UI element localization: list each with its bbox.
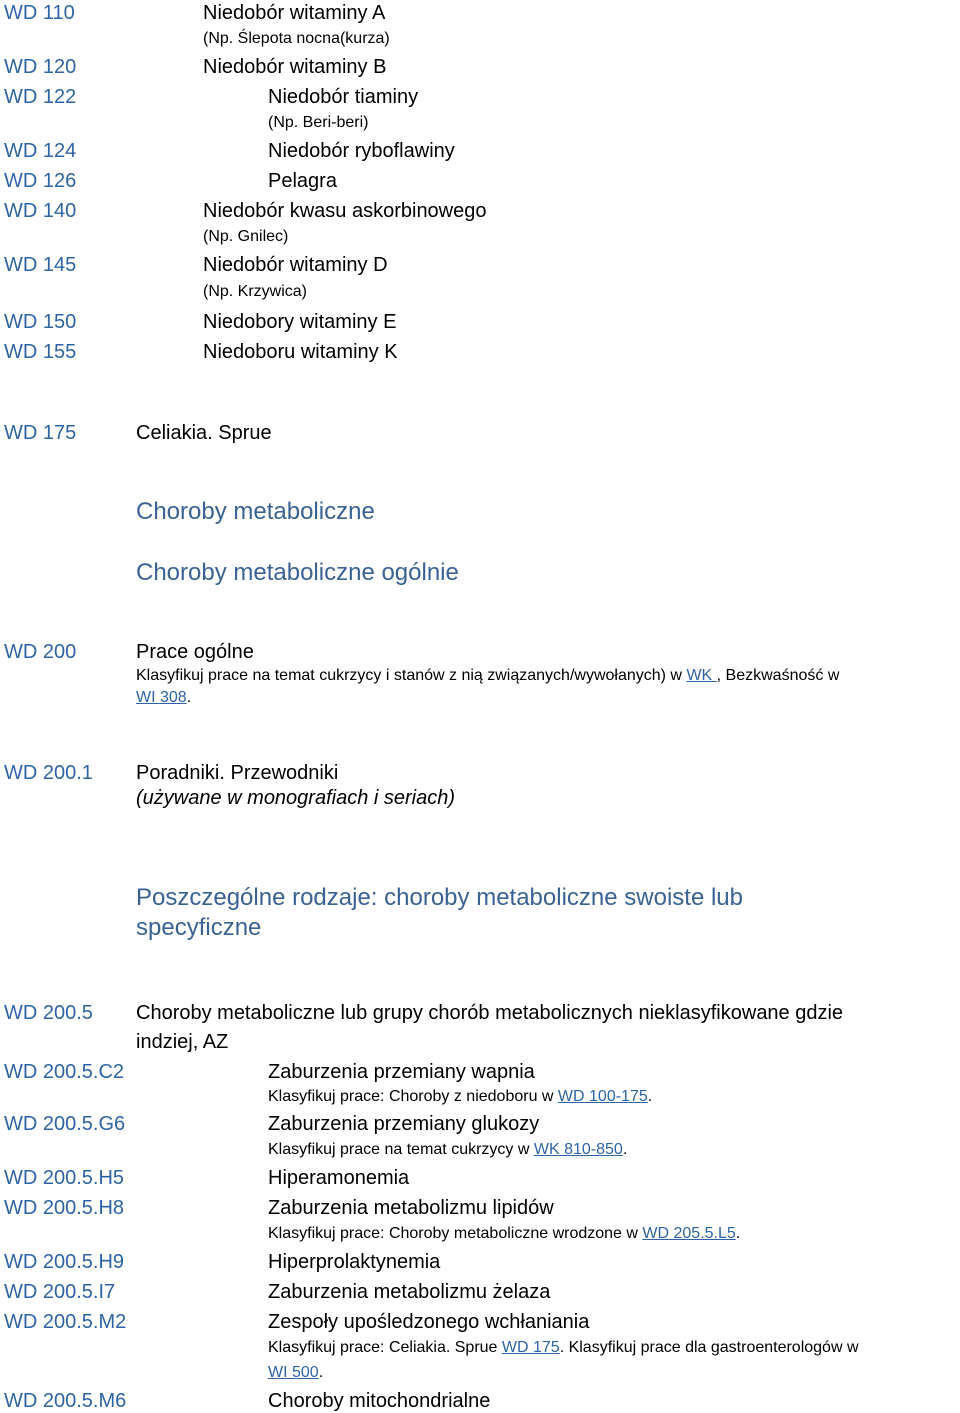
code-m2: WD 200.5.M2 [4,1311,127,1333]
note-h8 [268,1226,740,1242]
code-h5: WD 200.5.H5 [4,1167,125,1189]
title-wd122: Niedobór tiaminy [268,86,419,108]
code-h8: WD 200.5.H8 [4,1197,125,1219]
sub-wd2001: (używane w monografiach i seriach) [136,787,456,809]
note-text: . [318,1364,324,1381]
note-wd140: (Np. Gnilec) [203,228,289,245]
code-g6: WD 200.5.G6 [4,1113,126,1135]
note-wd145: (Np. Krzywica) [203,283,308,300]
link-wk810-850[interactable]: WK 810-850 [533,1141,623,1158]
note-text: Klasyfikuj prace na temat cukrzycy i stanów z nią związanych/wywołanych) w [136,667,687,684]
code-wd155: WD 155 [4,341,77,363]
note-wd200-cont [136,690,191,706]
title-c2: Zaburzenia przemiany wapnia [268,1061,535,1083]
title-wd140: Niedobór kwasu askorbinowego [203,200,487,222]
title-wd155: Niedoboru witaminy K [203,341,398,363]
title-h5: Hiperamonemia [268,1167,410,1189]
code-wd2001: WD 200.1 [4,762,93,784]
note-text: Klasyfikuj prace: Celiakia. Sprue [268,1339,502,1356]
note-text: . [647,1088,653,1105]
note-m2 [268,1340,859,1356]
code-wd126: WD 126 [4,170,77,192]
link-wi500[interactable]: WI 500 [268,1364,319,1381]
code-i7: WD 200.5.I7 [4,1281,116,1303]
title-wd2005-cont: indziej, AZ [136,1031,229,1053]
section-heading-specific-cont: specyficzne [136,914,262,941]
code-wd200: WD 200 [4,641,77,663]
link-wd205-5-l5[interactable]: WD 205.5.L5 [642,1225,736,1242]
title-h9: Hiperprolaktynemia [268,1251,441,1273]
title-wd110: Niedobór witaminy A [203,2,386,24]
note-wd200 [136,668,839,684]
link-wi308[interactable]: WI 308 [136,689,187,706]
title-wd2001: Poradniki. Przewodniki [136,762,339,784]
title-wd126: Pelagra [268,170,337,192]
code-wd120: WD 120 [4,56,77,78]
code-wd2005: WD 200.5 [4,1002,93,1024]
section-heading-metabolic: Choroby metaboliczne [136,498,375,525]
code-wd122: WD 122 [4,86,77,108]
note-text: . [735,1225,741,1242]
note-wd122: (Np. Beri-beri) [268,114,369,131]
link-wk[interactable]: WK [686,667,717,684]
note-wd110: (Np. Ślepota nocna(kurza) [203,30,390,47]
note-text: , Bezkwaśność w [716,667,840,684]
note-m2-cont [268,1365,323,1381]
section-heading-metabolic-general: Choroby metaboliczne ogólnie [136,559,459,586]
code-wd150: WD 150 [4,311,77,333]
note-c2 [268,1089,652,1105]
note-text: . Klasyfikuj prace dla gastroenterologów w [559,1339,859,1356]
code-wd124: WD 124 [4,140,77,162]
title-m2: Zespoły upośledzonego wchłaniania [268,1311,590,1333]
title-wd124: Niedobór ryboflawiny [268,140,455,162]
note-text: . [186,689,192,706]
code-wd110: WD 110 [4,2,75,24]
note-text: . [622,1141,628,1158]
title-wd175: Celiakia. Sprue [136,422,272,444]
code-wd140: WD 140 [4,200,77,222]
code-m6: WD 200.5.M6 [4,1390,127,1412]
title-g6: Zaburzenia przemiany glukozy [268,1113,540,1135]
section-heading-specific: Poszczególne rodzaje: choroby metaboliczne swoiste lub [136,884,743,911]
title-wd150: Niedobory witaminy E [203,311,397,333]
note-text: Klasyfikuj prace: Choroby metaboliczne wrodzone w [268,1225,643,1242]
code-h9: WD 200.5.H9 [4,1251,125,1273]
link-wd100-175[interactable]: WD 100-175 [557,1088,648,1105]
note-text: Klasyfikuj prace na temat cukrzycy w [268,1141,534,1158]
title-wd120: Niedobór witaminy B [203,56,387,78]
link-wd175[interactable]: WD 175 [501,1339,560,1356]
code-c2: WD 200.5.C2 [4,1061,125,1083]
title-h8: Zaburzenia metabolizmu lipidów [268,1197,554,1219]
title-i7: Zaburzenia metabolizmu żelaza [268,1281,551,1303]
code-wd145: WD 145 [4,254,77,276]
title-wd200: Prace ogólne [136,641,254,663]
title-wd2005: Choroby metaboliczne lub grupy chorób metabolicznych nieklasyfikowane gdzie [136,1002,844,1024]
title-wd145: Niedobór witaminy D [203,254,388,276]
code-wd175: WD 175 [4,422,77,444]
note-g6 [268,1142,627,1158]
note-text: Klasyfikuj prace: Choroby z niedoboru w [268,1088,558,1105]
title-m6: Choroby mitochondrialne [268,1390,491,1412]
